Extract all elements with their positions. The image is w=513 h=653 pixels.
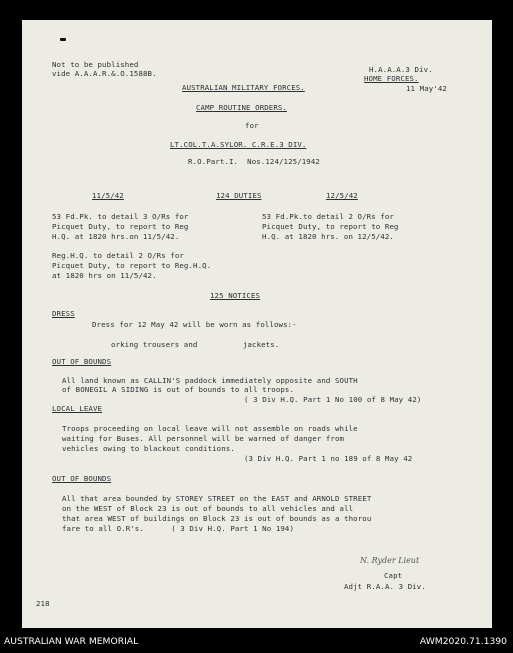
order-date: 11 May'42 — [406, 84, 447, 93]
dress-line: Dress for 12 May 42 will be worn as follows:- — [92, 320, 297, 329]
dress-line: orking trousers and jackets. — [111, 340, 280, 349]
out-of-bounds-line: All that area bounded by STOREY STREET on the EAST and ARNOLD STREET — [62, 494, 372, 503]
local-leave-line: Troops proceeding on local leave will not assemble on roads while — [62, 424, 358, 433]
document-title: AUSTRALIAN MILITARY FORCES. — [182, 83, 305, 92]
orders-title: CAMP ROUTINE ORDERS. — [196, 103, 287, 112]
reg-duty-line: Picquet Duty, to report to Reg.H.Q. — [52, 261, 212, 270]
document-page — [22, 20, 492, 628]
duty-right-line: Picquet Duty, to report to Reg — [262, 222, 399, 231]
out-of-bounds-heading: OUT OF BOUNDS — [52, 357, 112, 366]
home-forces-heading: HOME FORCES. — [364, 74, 419, 83]
out-of-bounds-line: that area WEST of buildings on Block 23 is out of bounds as a thorou — [62, 514, 372, 523]
punch-hole-mark — [60, 38, 66, 41]
archive-name: AUSTRALIAN WAR MEMORIAL — [4, 636, 139, 647]
duties-date-left: 11/5/42 — [92, 191, 124, 200]
local-leave-reference: (3 Div H.Q. Part 1 no 189 of 8 May 42 — [244, 454, 413, 463]
duty-left-line: Picquet Duty, to report to Reg — [52, 222, 189, 231]
archive-footer — [0, 629, 513, 653]
reg-duty-line: Reg.H.Q. to detail 2 O/Rs for — [52, 251, 184, 260]
signature-role: Adjt R.A.A. 3 Div. — [344, 582, 426, 591]
out-of-bounds-line: of BONEGIL A SIDING is out of bounds to all troops. — [62, 385, 295, 394]
local-leave-heading: LOCAL LEAVE — [52, 404, 103, 413]
duty-right-line: 53 Fd.Pk.to detail 2 O/Rs for — [262, 212, 394, 221]
duty-right-line: H.Q. at 1820 hrs. on 12/5/42. — [262, 232, 394, 241]
handwritten-signature: N. Ryder Lieut — [360, 556, 420, 565]
duties-heading: 124 DUTIES — [216, 191, 262, 200]
out-of-bounds-heading: OUT OF BOUNDS — [52, 474, 112, 483]
distribution-reference: vide A.A.A.R.&.O.1588B. — [52, 69, 157, 78]
local-leave-line: waiting for Buses. All personnel will be warned of danger from — [62, 434, 345, 443]
duty-left-line: H.Q. at 1820 hrs.on 11/5/42. — [52, 232, 180, 241]
page-number: 218 — [36, 599, 50, 608]
distribution-note: Not to be published — [52, 60, 139, 69]
local-leave-line: vehicles owing to blackout conditions. — [62, 444, 235, 453]
out-of-bounds-line: on the WEST of Block 23 is out of bounds to all vehicles and all — [62, 504, 354, 513]
duty-left-line: 53 Fd.Pk. to detail 3 O/Rs for — [52, 212, 189, 221]
signature-rank: Capt — [384, 571, 403, 580]
for-label: for — [245, 121, 259, 130]
dress-heading: DRESS — [52, 309, 75, 318]
unit-heading: H.A.A.A.3 Div. — [369, 65, 433, 74]
out-of-bounds-line: All land known as CALLIN'S paddock immediately opposite and SOUTH — [62, 376, 358, 385]
commander-heading: LT.COL.T.A.SYLOR. C.R.E.3 DIV. — [170, 140, 307, 149]
archive-reference: AWM2020.71.1390 — [419, 636, 507, 647]
reg-duty-line: at 1820 hrs on 11/5/42. — [52, 271, 157, 280]
out-of-bounds-reference: ( 3 Div H.Q. Part 1 No 100 of 8 May 42) — [244, 395, 422, 404]
duties-date-right: 12/5/42 — [326, 191, 358, 200]
out-of-bounds-line: fare to all O.R's. ( 3 Div H.Q. Part 1 No 194) — [62, 524, 295, 533]
notices-heading: 125 NOTICES — [210, 291, 261, 300]
order-numbers: R.O.Part.I. Nos.124/125/1942 — [188, 157, 320, 166]
